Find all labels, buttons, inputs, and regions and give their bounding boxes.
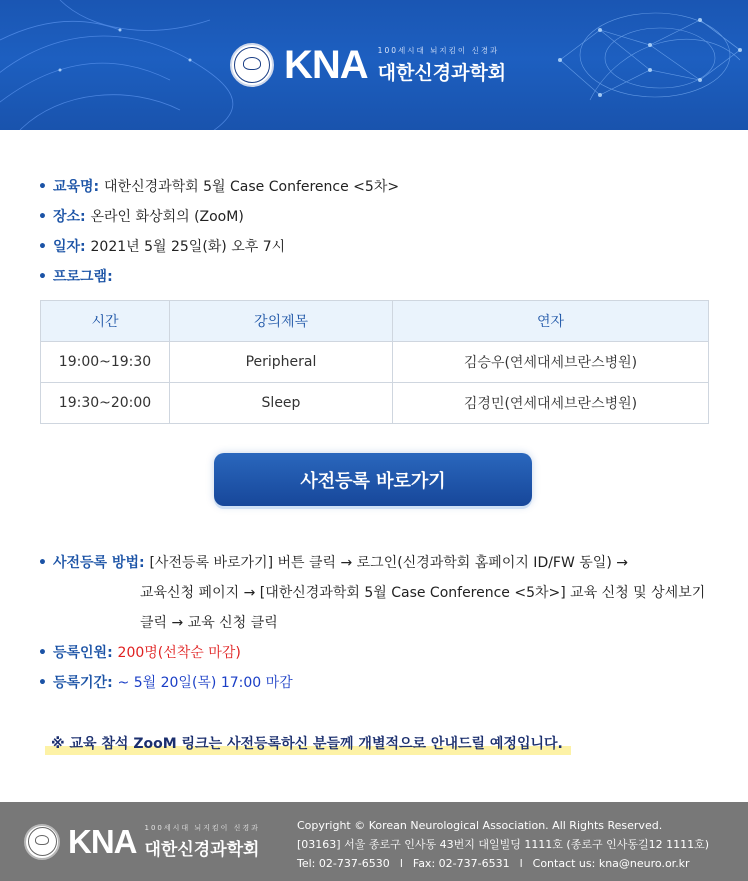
footer-org-name: 대한신경과학회 — [144, 840, 260, 860]
bullet-icon: • — [38, 675, 47, 691]
registration-info — [38, 552, 705, 702]
footer-separator: l — [399, 857, 403, 870]
footer-tagline: 100세시대 뇌지킴이 신경과 — [144, 824, 260, 832]
registration-capacity: • 등록인원: 200명(선착순 마감) — [38, 645, 241, 661]
info-item-program: • 프로그램: — [38, 269, 113, 285]
column-header-time: 시간 — [41, 301, 170, 342]
pre-registration-button[interactable]: 사전등록 바로가기 — [214, 453, 532, 506]
bullet-icon: • — [38, 179, 47, 195]
bullet-icon: • — [38, 555, 47, 571]
header-org-name: 대한신경과학회 — [377, 62, 507, 84]
footer-contact-email[interactable]: Contact us: kna@neuro.or.kr — [532, 857, 690, 870]
registration-method-line: 클릭 → 교육 신청 클릭 — [140, 615, 278, 631]
registration-period: • 등록기간: ~ 5월 20일(목) 17:00 마감 — [38, 675, 293, 691]
bullet-icon: • — [38, 269, 47, 285]
info-item-location: • 장소: 온라인 화상회의 (ZooM) — [38, 209, 244, 225]
bullet-icon: • — [38, 209, 47, 225]
footer-fax: Fax: 02-737-6531 — [412, 857, 510, 870]
footer-logo — [24, 823, 260, 860]
info-item-title: • 교육명: 대한신경과학회 5월 Case Conference <5차> — [38, 179, 400, 195]
footer-contact-info — [297, 816, 709, 873]
kna-seal-icon — [230, 43, 274, 87]
bullet-icon: • — [38, 239, 47, 255]
program-table — [40, 300, 709, 424]
kna-seal-icon — [24, 824, 60, 860]
cell-time: 19:30~20:00 — [41, 383, 170, 424]
header-banner — [0, 0, 748, 130]
registration-method-line: 교육신청 페이지 → [대한신경과학회 5월 Case Conference <5차>] 교육 신청 및 상세보기 — [140, 585, 706, 601]
header-logo — [230, 38, 506, 92]
event-info-list — [38, 176, 399, 296]
column-header-speaker: 연자 — [393, 301, 709, 342]
cell-speaker: 김경민(연세대세브란스병원) — [393, 383, 709, 424]
table-row — [41, 383, 709, 424]
footer-tel: Tel: 02-737-6530 — [297, 857, 390, 870]
header-tagline: 100세시대 뇌지킴이 신경과 — [377, 46, 500, 55]
footer-address: [03163] 서울 종로구 인사동 43번지 대일빌딩 1111호 (종로구 인사동길12 1111호) — [297, 838, 710, 851]
zoom-link-notice: ※ 교육 참석 ZooM 링크는 사전등록하신 분들께 개별적으로 안내드릴 예정입니다. — [45, 733, 571, 755]
cell-lecture: Sleep — [170, 383, 393, 424]
table-row — [41, 342, 709, 383]
footer-separator: l — [519, 857, 523, 870]
cell-time: 19:00~19:30 — [41, 342, 170, 383]
table-header-row — [41, 301, 709, 342]
cell-speaker: 김승우(연세대세브란스병원) — [393, 342, 709, 383]
info-item-date: • 일자: 2021년 5월 25일(화) 오후 7시 — [38, 239, 286, 255]
footer-copyright: Copyright © Korean Neurological Association. All Rights Reserved. — [297, 819, 663, 832]
footer-kna-logo-text: KNA — [68, 823, 137, 860]
kna-logo-text: KNA — [284, 43, 368, 87]
cell-lecture: Peripheral — [170, 342, 393, 383]
column-header-lecture: 강의제목 — [170, 301, 393, 342]
registration-method: • 사전등록 방법: [사전등록 바로가기] 버튼 클릭 → 로그인(신경과학회 홈페이지 ID/FW 동일) → — [38, 555, 628, 571]
footer — [0, 802, 748, 881]
bullet-icon: • — [38, 645, 47, 661]
